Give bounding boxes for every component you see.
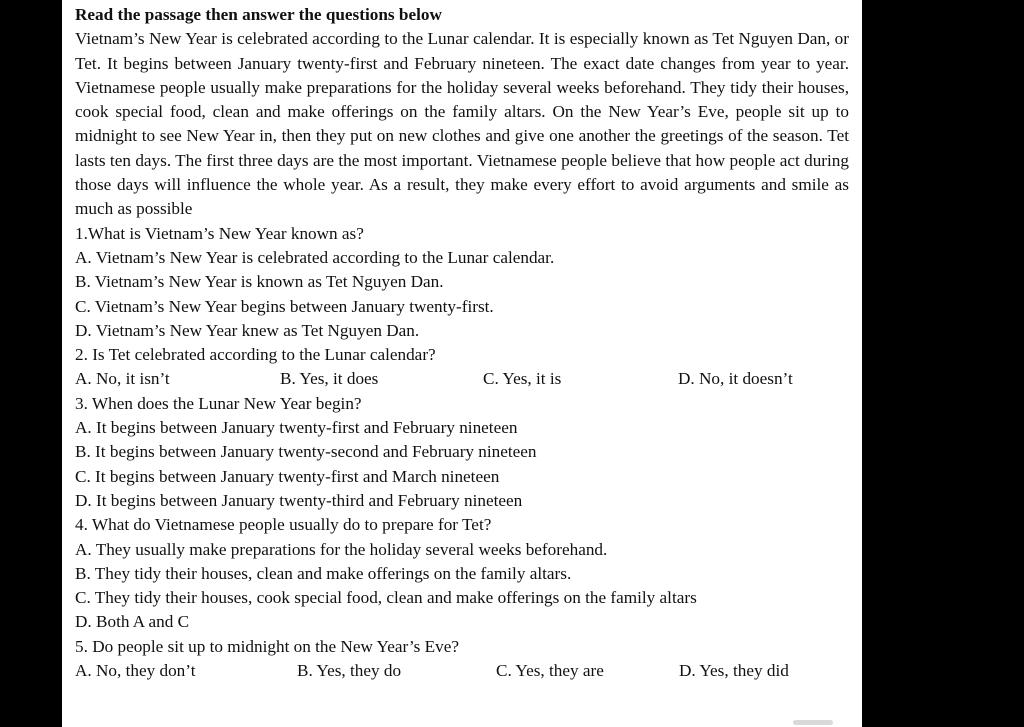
question-3-option-d: D. It begins between January twenty-third and February nineteen [75,490,523,510]
reading-passage: Vietnam’s New Year is celebrated according to the Lunar calendar. It is especially known as Tet Nguyen Dan, or Tet. It begins between January twenty-first and February nineteen. The exact date changes from year to year. Vietnamese people usually make preparations for the holiday several weeks beforehand. They tidy their houses, cook special food, clean and make offerings on the family altars. On the New Year’s Eve, people sit up to midnight to see New Year in, then they put on new clothes and give one another the greetings of the season. Tet lasts ten days. The first three days are the most important. Vietnamese people believe that how people act during those days will influence the whole year. As a result, they make every effort to avoid arguments and smile as much as possible [75,29,849,219]
question-1-option-c: C. Vietnam’s New Year begins between January twenty-first. [75,296,494,316]
question-3: 3. When does the Lunar New Year begin? [75,393,362,413]
question-1-option-a: A. Vietnam’s New Year is celebrated according to the Lunar calendar. [75,247,555,267]
question-3-option-b: B. It begins between January twenty-second and February nineteen [75,442,537,462]
question-2-option-c: C. Yes, it is [483,369,562,389]
question-5-option-c: C. Yes, they are [496,661,604,681]
question-3-option-c: C. It begins between January twenty-first and March nineteen [75,466,500,486]
question-5: 5. Do people sit up to midnight on the New Year’s Eve? [75,636,459,656]
question-1: 1.What is Vietnam’s New Year known as? [75,223,364,243]
scan-smudge [793,720,833,725]
worksheet-text [75,3,849,683]
question-2-option-a: A. No, it isn’t [75,369,170,389]
question-2-option-b: B. Yes, it does [280,369,379,389]
question-5-option-b: B. Yes, they do [297,661,402,681]
question-4-option-b: B. They tidy their houses, clean and make offerings on the family altars. [75,563,572,583]
question-2-option-d: D. No, it doesn’t [678,369,793,389]
question-1-option-d: D. Vietnam’s New Year knew as Tet Nguyen Dan. [75,320,420,340]
question-2: 2. Is Tet celebrated according to the Lunar calendar? [75,345,436,365]
instructions-heading: Read the passage then answer the questions below [75,5,442,24]
question-3-option-a: A. It begins between January twenty-first and February nineteen [75,418,518,438]
question-4: 4. What do Vietnamese people usually do to prepare for Tet? [75,515,492,535]
question-4-option-d: D. Both A and C [75,612,190,632]
question-1-option-b: B. Vietnam’s New Year is known as Tet Nguyen Dan. [75,272,444,292]
question-5-option-d: D. Yes, they did [679,661,789,681]
worksheet-page [62,0,862,727]
question-4-option-a: A. They usually make preparations for the holiday several weeks beforehand. [75,539,608,559]
question-5-option-a: A. No, they don’t [75,661,196,681]
question-2-options [75,367,849,391]
question-5-options [75,659,849,683]
question-4-option-c: C. They tidy their houses, cook special food, clean and make offerings on the family altars [75,588,697,608]
